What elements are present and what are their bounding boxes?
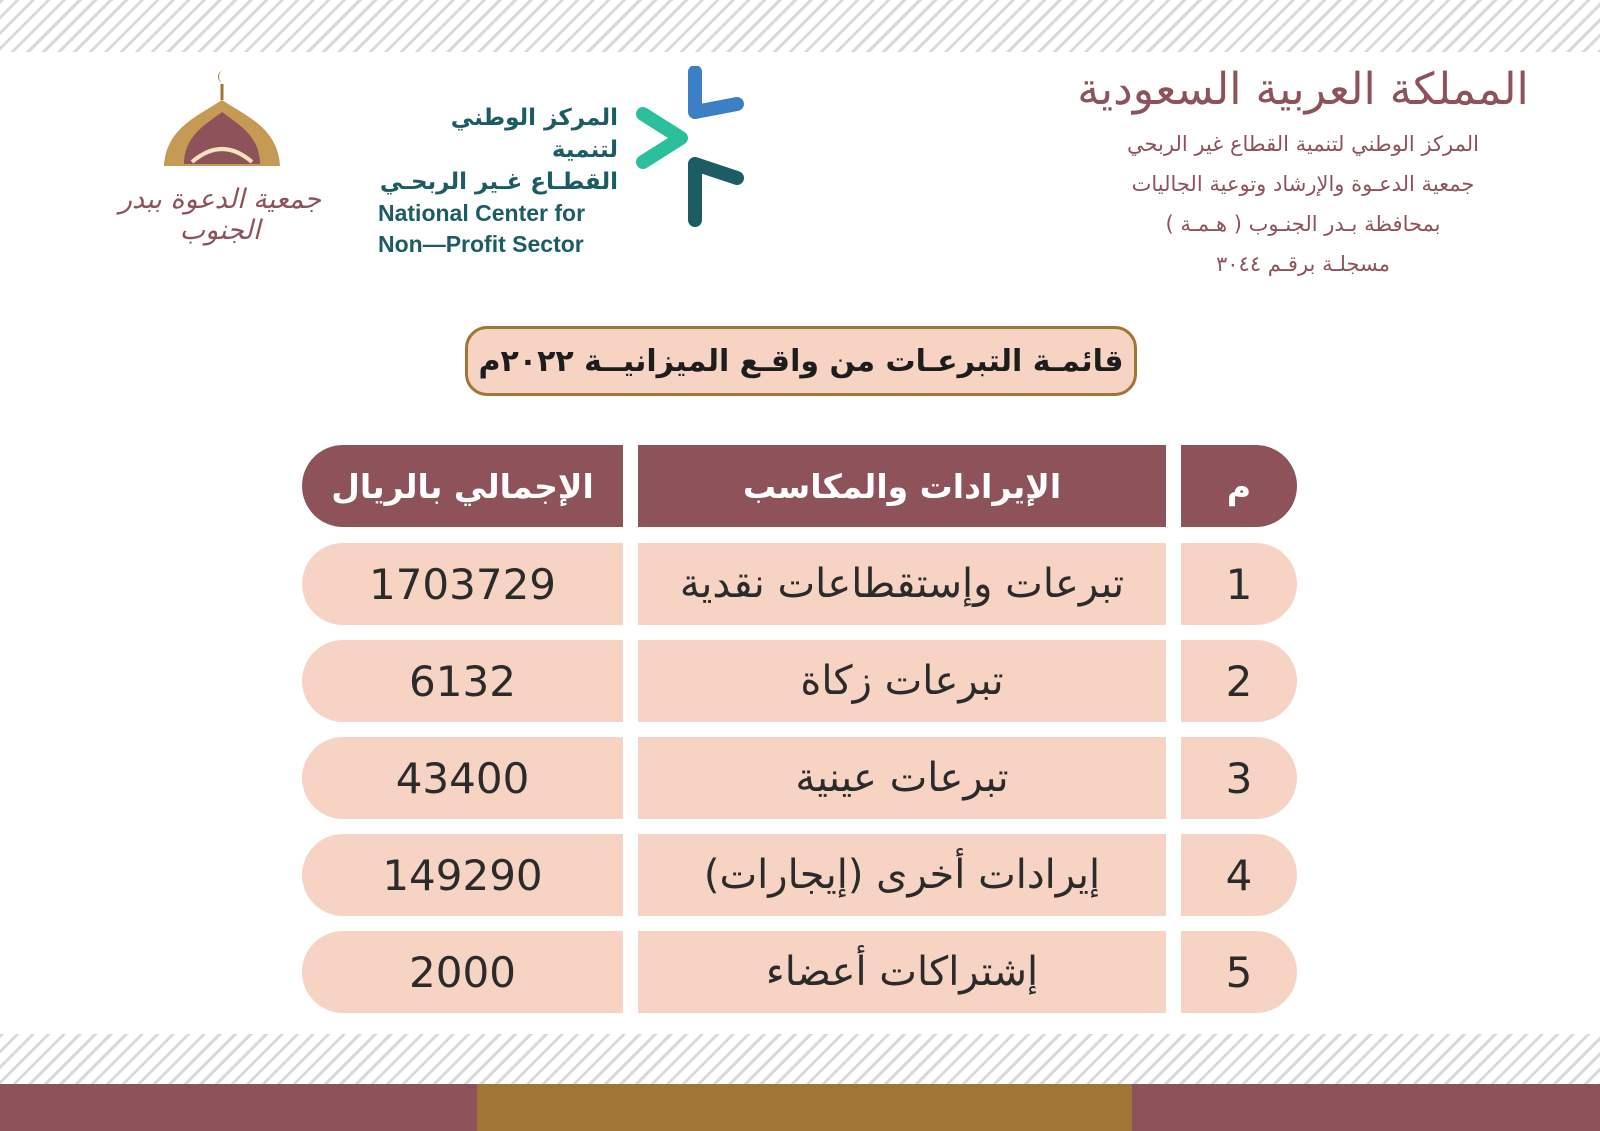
org-title: المملكة العربية السعودية — [1077, 64, 1529, 115]
footer-bar-left — [0, 1084, 477, 1131]
nc-arabic-line-1: المركز الوطني لتنمية — [450, 105, 618, 163]
row-4-num: 4 — [1181, 834, 1297, 916]
org-line-4: مسجلـة برقـم ٣٠٤٤ — [1216, 252, 1390, 276]
association-logo — [80, 66, 360, 246]
row-4-description: إيرادات أخرى (إيجارات) — [638, 834, 1166, 916]
bottom-stripe-band — [0, 1034, 1600, 1084]
org-line-1: المركز الوطني لتنمية القطاع غير الربحي — [1126, 132, 1479, 156]
header-num: م — [1181, 445, 1297, 527]
row-5-description: إشتراكات أعضاء — [638, 931, 1166, 1013]
row-4-total: 149290 — [302, 834, 623, 916]
mosque-dome-icon — [80, 66, 360, 186]
page-title: قائمـة التبرعـات من واقـع الميزانيــة ٢٠٢٢م — [465, 326, 1137, 396]
ncnp-arrows-icon — [633, 66, 753, 231]
row-1-num: 1 — [1181, 543, 1297, 625]
row-3-num: 3 — [1181, 737, 1297, 819]
national-center-text — [378, 102, 618, 260]
row-3-total: 43400 — [302, 737, 623, 819]
row-2-num: 2 — [1181, 640, 1297, 722]
top-stripe-band — [0, 0, 1600, 52]
row-1-description: تبرعات وإستقطاعات نقدية — [638, 543, 1166, 625]
nc-arabic-line-2: القطـاع غـير الربحـي — [379, 169, 618, 195]
org-header — [1068, 60, 1538, 284]
association-name: جمعية الدعوة ببدر الجنوب — [118, 184, 322, 246]
row-2-description: تبرعات زكاة — [638, 640, 1166, 722]
row-3-description: تبرعات عينية — [638, 737, 1166, 819]
row-5-total: 2000 — [302, 931, 623, 1013]
header-total: الإجمالي بالريال — [302, 445, 623, 527]
national-center-logo — [378, 66, 758, 257]
org-line-2: جمعية الدعـوة والإرشاد وتوعية الجاليات — [1131, 172, 1475, 196]
row-2-total: 6132 — [302, 640, 623, 722]
org-line-3: بمحافظة بـدر الجنـوب ( هـمـة ) — [1165, 212, 1441, 236]
nc-english-line-1: National Center for — [378, 200, 586, 226]
footer-bar-right — [1132, 1084, 1600, 1131]
row-5-num: 5 — [1181, 931, 1297, 1013]
nc-english-line-2: Non—Profit Sector — [378, 231, 584, 257]
footer-bar-middle — [477, 1084, 1132, 1131]
header-description: الإيرادات والمكاسب — [638, 445, 1166, 527]
row-1-total: 1703729 — [302, 543, 623, 625]
